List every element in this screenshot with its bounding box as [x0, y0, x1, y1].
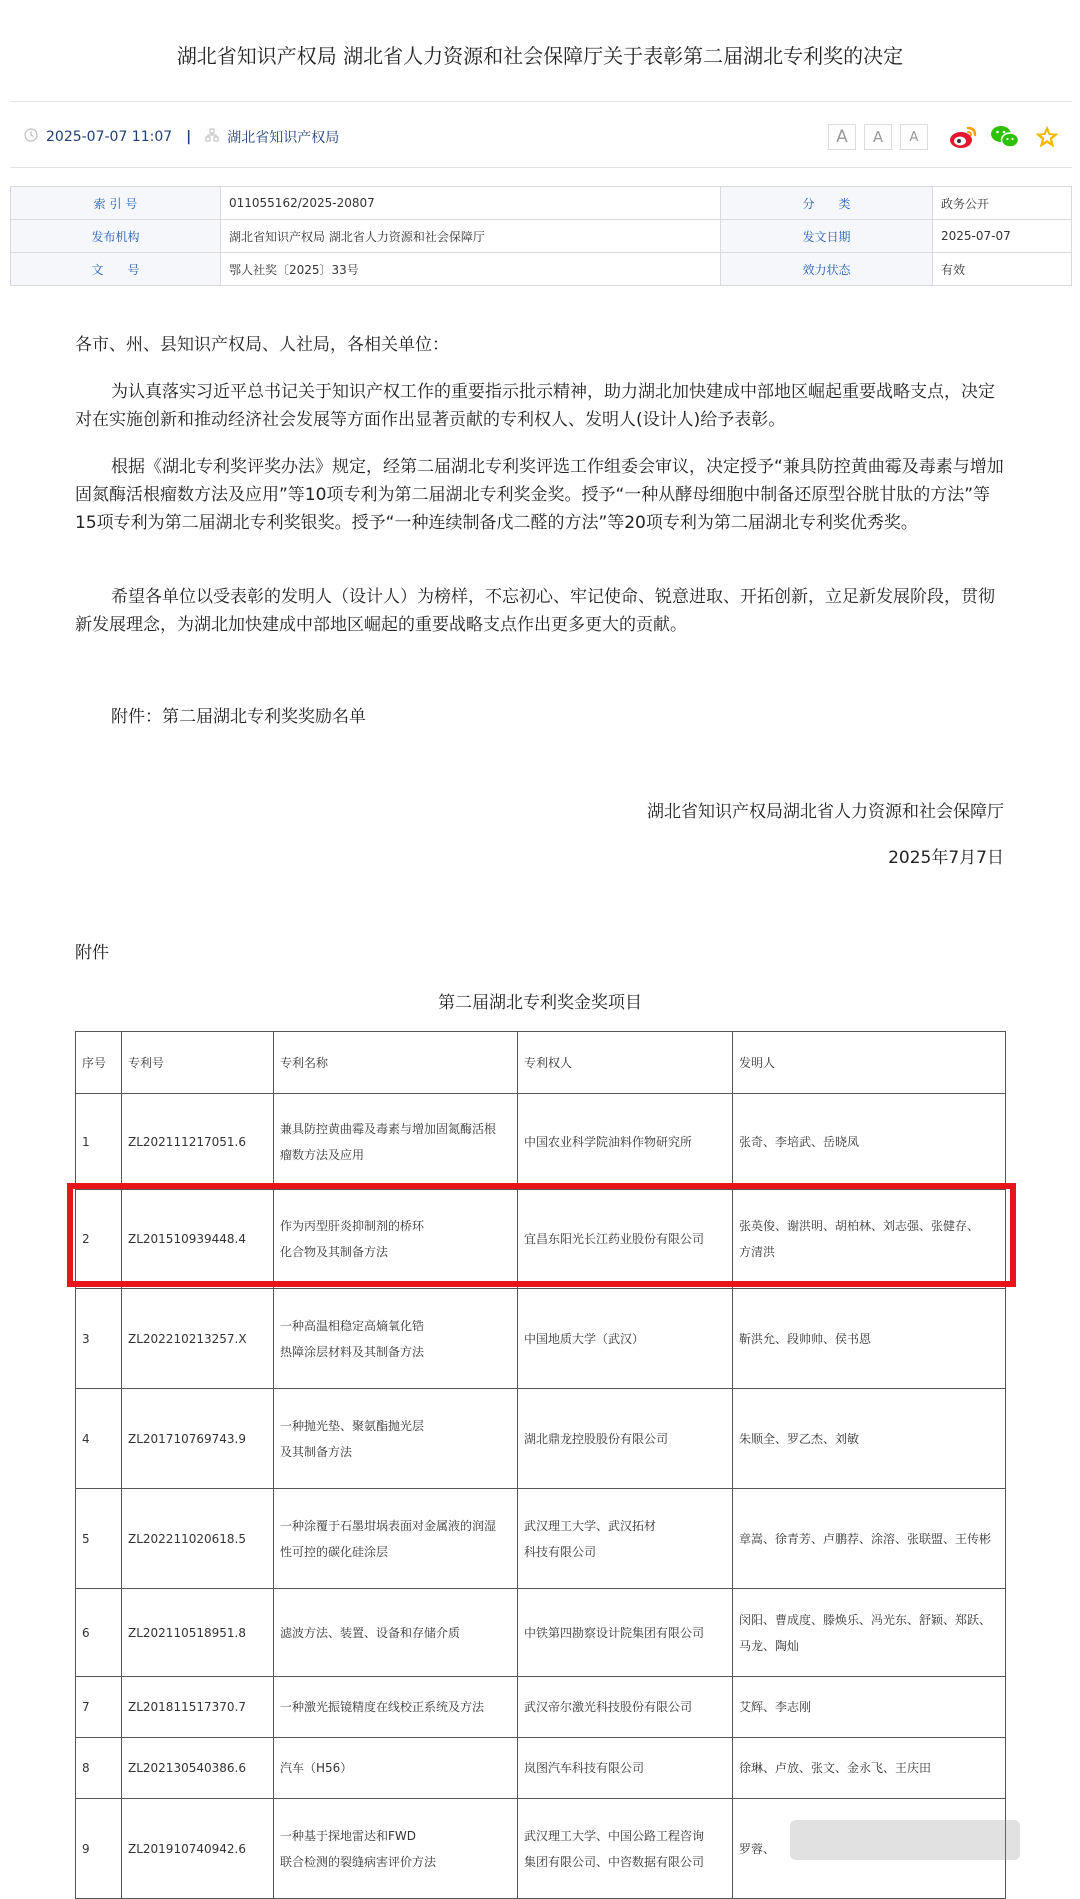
patent-name-line: 化合物及其制备方法	[280, 1245, 389, 1259]
inventors-line: 章嵩、徐青芳、卢鹏荐、涂溶、张联盟、王传彬	[739, 1531, 992, 1546]
patent-holder-line: 湖北鼎龙控股股份有限公司	[524, 1431, 669, 1446]
info-row	[11, 187, 1072, 220]
inventors-line: 罗蓉、	[739, 1841, 776, 1856]
patent-name-line: 作为丙型肝炎抑制剂的桥环	[280, 1219, 425, 1233]
patent-name	[274, 1799, 518, 1899]
patent-name	[274, 1489, 518, 1589]
row-number-line: 3	[82, 1331, 90, 1346]
info-label: 文 号	[11, 253, 221, 286]
patent-holder	[518, 1489, 733, 1589]
patent-holder	[518, 1738, 733, 1799]
divider	[10, 101, 1072, 102]
table-header-row	[76, 1032, 1006, 1094]
inventors	[733, 1589, 1006, 1677]
row-number-line: 6	[82, 1625, 90, 1640]
table-row	[76, 1489, 1006, 1589]
inventors	[733, 1738, 1006, 1799]
patent-name-line: 瘤数方法及应用	[280, 1147, 365, 1162]
patent-holder-line: 宜昌东阳光长江药业股份有限公司	[524, 1232, 705, 1246]
inventors-line: 马龙、陶灿	[739, 1638, 800, 1653]
inventors	[733, 1094, 1006, 1190]
patent-name-line: 兼具防控黄曲霉及毒素与增加固氮酶活根	[280, 1121, 497, 1136]
patent-number-line: ZL201710769743.9	[128, 1431, 246, 1446]
patent-name	[274, 1738, 518, 1799]
patent-number	[122, 1094, 274, 1190]
patent-name-line: 汽车（H56）	[280, 1761, 353, 1775]
patent-holder	[518, 1589, 733, 1677]
row-number	[76, 1190, 122, 1289]
patent-holder	[518, 1677, 733, 1738]
publish-datetime: 2025-07-07 11:07	[46, 129, 173, 145]
patent-number	[122, 1389, 274, 1489]
patent-holder-line: 中国农业科学院油料作物研究所	[524, 1134, 693, 1149]
patent-name	[274, 1289, 518, 1389]
patent-number-line: ZL202111217051.6	[128, 1134, 246, 1149]
patent-holder-line: 武汉理工大学、武汉拓材	[524, 1518, 657, 1533]
patent-name	[274, 1589, 518, 1677]
info-row	[11, 220, 1072, 253]
info-row	[11, 253, 1072, 286]
table-row	[76, 1738, 1006, 1799]
patent-number	[122, 1489, 274, 1589]
inventors-line: 方清洪	[739, 1245, 776, 1259]
favorite-star-icon[interactable]	[1032, 122, 1062, 152]
inventors-line: 张奇、李培武、岳晓凤	[739, 1134, 860, 1149]
header-cell: 专利号	[122, 1032, 274, 1094]
info-value: 湖北省知识产权局 湖北省人力资源和社会保障厅	[221, 220, 721, 253]
inventors-line: 徐琳、卢放、张文、金永飞、王庆田	[739, 1761, 932, 1775]
paragraph-2: 根据《湖北专利奖评奖办法》规定，经第二届湖北专利奖评选工作组委会审议，决定授予“兼具防控黄曲霉及毒素与增加固氮酶活根瘤数方法及应用”等10项专利为第二届湖北专利奖金奖。授予“一种从酵母细胞中制备还原型谷胱甘肽的方法”等15项专利为第二届湖北专利奖银奖。授予“一种连续制备戊二醛的方法”等20项专利为第二届湖北专利奖优秀奖。	[75, 457, 1004, 533]
salutation: 各市、州、县知识产权局、人社局，各相关单位：	[75, 335, 449, 355]
inventors-line: 朱顺全、罗乙杰、刘敏	[739, 1431, 860, 1446]
watermark	[790, 1820, 1020, 1860]
row-number-line: 5	[82, 1531, 90, 1546]
patent-number-line: ZL202110518951.8	[128, 1625, 246, 1640]
patent-name	[274, 1190, 518, 1289]
patent-number	[122, 1738, 274, 1799]
patent-name	[274, 1389, 518, 1489]
page-title: 湖北省知识产权局 湖北省人力资源和社会保障厅关于表彰第二届湖北专利奖的决定	[176, 44, 904, 68]
patent-number-line: ZL202130540386.6	[128, 1761, 246, 1775]
info-label: 索 引 号	[11, 187, 221, 220]
patent-number	[122, 1190, 274, 1289]
table-row	[76, 1289, 1006, 1389]
patent-name-line: 热障涂层材料及其制备方法	[280, 1344, 425, 1359]
inventors-line: 张英俊、谢洪明、胡柏林、刘志强、张健存、	[739, 1219, 980, 1233]
row-number-line: 8	[82, 1761, 90, 1775]
info-value: 鄂人社奖〔2025〕33号	[221, 253, 721, 286]
row-number-line: 1	[82, 1134, 90, 1149]
inventors	[733, 1489, 1006, 1589]
row-number	[76, 1289, 122, 1389]
header-cell: 专利权人	[518, 1032, 733, 1094]
row-number	[76, 1677, 122, 1738]
patent-name-line: 性可控的碳化硅涂层	[280, 1544, 389, 1559]
info-value: 2025-07-07	[933, 220, 1072, 253]
patent-holder-line: 武汉帝尔激光科技股份有限公司	[524, 1700, 693, 1714]
patent-holder	[518, 1799, 733, 1899]
patent-holder-line: 中国地质大学（武汉）	[524, 1331, 645, 1346]
table-row	[76, 1190, 1006, 1289]
header-cell: 专利名称	[274, 1032, 518, 1094]
patent-number-line: ZL201510939448.4	[128, 1232, 246, 1246]
paragraph-3: 希望各单位以受表彰的发明人（设计人）为榜样，不忘初心、牢记使命、锐意进取、开拓创新，立足新发展阶段，贯彻新发展理念，为湖北加快建成中部地区崛起的重要战略支点作出更多更大的贡献。	[75, 587, 995, 635]
info-label: 发布机构	[11, 220, 221, 253]
patent-number	[122, 1799, 274, 1899]
patent-holder-line: 岚图汽车科技有限公司	[524, 1761, 645, 1775]
inventors	[733, 1677, 1006, 1738]
row-number	[76, 1799, 122, 1899]
document-info-table	[10, 186, 1072, 286]
signature: 湖北省知识产权局湖北省人力资源和社会保障厅	[647, 802, 1004, 822]
table-row	[76, 1094, 1006, 1190]
patent-name-line: 及其制备方法	[280, 1444, 353, 1459]
inventors	[733, 1289, 1006, 1389]
patent-number-line: ZL202211020618.5	[128, 1531, 246, 1546]
inventors	[733, 1389, 1006, 1489]
organization-icon	[205, 128, 219, 146]
row-number	[76, 1389, 122, 1489]
meta-separator: |	[186, 129, 192, 145]
row-number	[76, 1589, 122, 1677]
font-small-button[interactable]: A	[900, 124, 928, 150]
patent-name-line: 一种抛光垫、聚氨酯抛光层	[280, 1418, 425, 1433]
toolbar	[820, 120, 1062, 154]
inventors-line: 靳洪允、段帅帅、侯书恩	[739, 1331, 872, 1346]
row-number	[76, 1094, 122, 1190]
info-label: 发文日期	[721, 220, 933, 253]
row-number-line: 9	[82, 1841, 90, 1856]
row-number-line: 7	[82, 1700, 90, 1714]
header-cell: 序号	[76, 1032, 122, 1094]
patent-name-line: 一种基于探地雷达和FWD	[280, 1828, 417, 1843]
meta-bar	[24, 120, 339, 154]
row-number-line: 4	[82, 1431, 90, 1446]
table-title: 第二届湖北专利奖金奖项目	[438, 993, 642, 1013]
inventors	[733, 1190, 1006, 1289]
patent-number-line: ZL201811517370.7	[128, 1700, 246, 1714]
patent-holder	[518, 1190, 733, 1289]
wechat-share-icon[interactable]	[990, 122, 1020, 152]
patent-name-line: 一种高温相稳定高熵氧化锆	[280, 1318, 425, 1333]
patent-name-line: 一种激光振镜精度在线校正系统及方法	[280, 1700, 485, 1714]
divider	[10, 167, 1072, 168]
info-label: 效力状态	[721, 253, 933, 286]
table-row	[76, 1589, 1006, 1677]
font-medium-button[interactable]: A	[864, 124, 892, 150]
inventors-line: 闵阳、曹成度、滕焕乐、冯光东、舒颖、郑跃、	[739, 1612, 992, 1627]
info-value: 011055162/2025-20807	[221, 187, 721, 220]
patent-holder	[518, 1094, 733, 1190]
patent-number-line: ZL201910740942.6	[128, 1841, 246, 1856]
patent-holder-line: 集团有限公司、中咨数据有限公司	[524, 1854, 705, 1869]
patent-name-line: 一种涂覆于石墨坩埚表面对金属液的润湿	[280, 1518, 497, 1533]
patent-name-line: 联合检测的裂缝病害评价方法	[280, 1854, 437, 1869]
weibo-share-icon[interactable]	[948, 122, 978, 152]
patent-number	[122, 1289, 274, 1389]
award-table	[75, 1031, 1006, 1899]
patent-name	[274, 1677, 518, 1738]
signature-date: 2025年7月7日	[888, 848, 1004, 868]
clock-icon	[24, 128, 38, 146]
patent-holder	[518, 1389, 733, 1489]
patent-holder	[518, 1289, 733, 1389]
patent-name-line: 滤波方法、装置、设备和存储介质	[280, 1625, 461, 1640]
info-label: 分 类	[721, 187, 933, 220]
info-value: 政务公开	[933, 187, 1072, 220]
attachment-link[interactable]: 附件：第二届湖北专利奖奖励名单	[111, 707, 366, 727]
table-row	[76, 1389, 1006, 1489]
patent-holder-line: 中铁第四勘察设计院集团有限公司	[524, 1625, 705, 1640]
row-number	[76, 1489, 122, 1589]
patent-name	[274, 1094, 518, 1190]
font-large-button[interactable]: A	[828, 124, 856, 150]
inventors-line: 艾辉、李志刚	[739, 1700, 812, 1714]
source-link[interactable]: 湖北省知识产权局	[227, 130, 340, 146]
paragraph-1: 为认真落实习近平总书记关于知识产权工作的重要指示批示精神，助力湖北加快建成中部地区崛起重要战略支点，决定对在实施创新和推动经济社会发展等方面作出显著贡献的专利权人、发明人(设计人)给予表彰。	[75, 382, 995, 430]
info-value: 有效	[933, 253, 1072, 286]
patent-number	[122, 1677, 274, 1738]
row-number	[76, 1738, 122, 1799]
patent-holder-line: 武汉理工大学、中国公路工程咨询	[524, 1828, 705, 1843]
patent-number	[122, 1589, 274, 1677]
appendix-label: 附件	[75, 943, 109, 963]
row-number-line: 2	[82, 1232, 90, 1246]
patent-holder-line: 科技有限公司	[524, 1544, 597, 1559]
patent-number-line: ZL202210213257.X	[128, 1331, 247, 1346]
header-cell: 发明人	[733, 1032, 1006, 1094]
table-row	[76, 1677, 1006, 1738]
